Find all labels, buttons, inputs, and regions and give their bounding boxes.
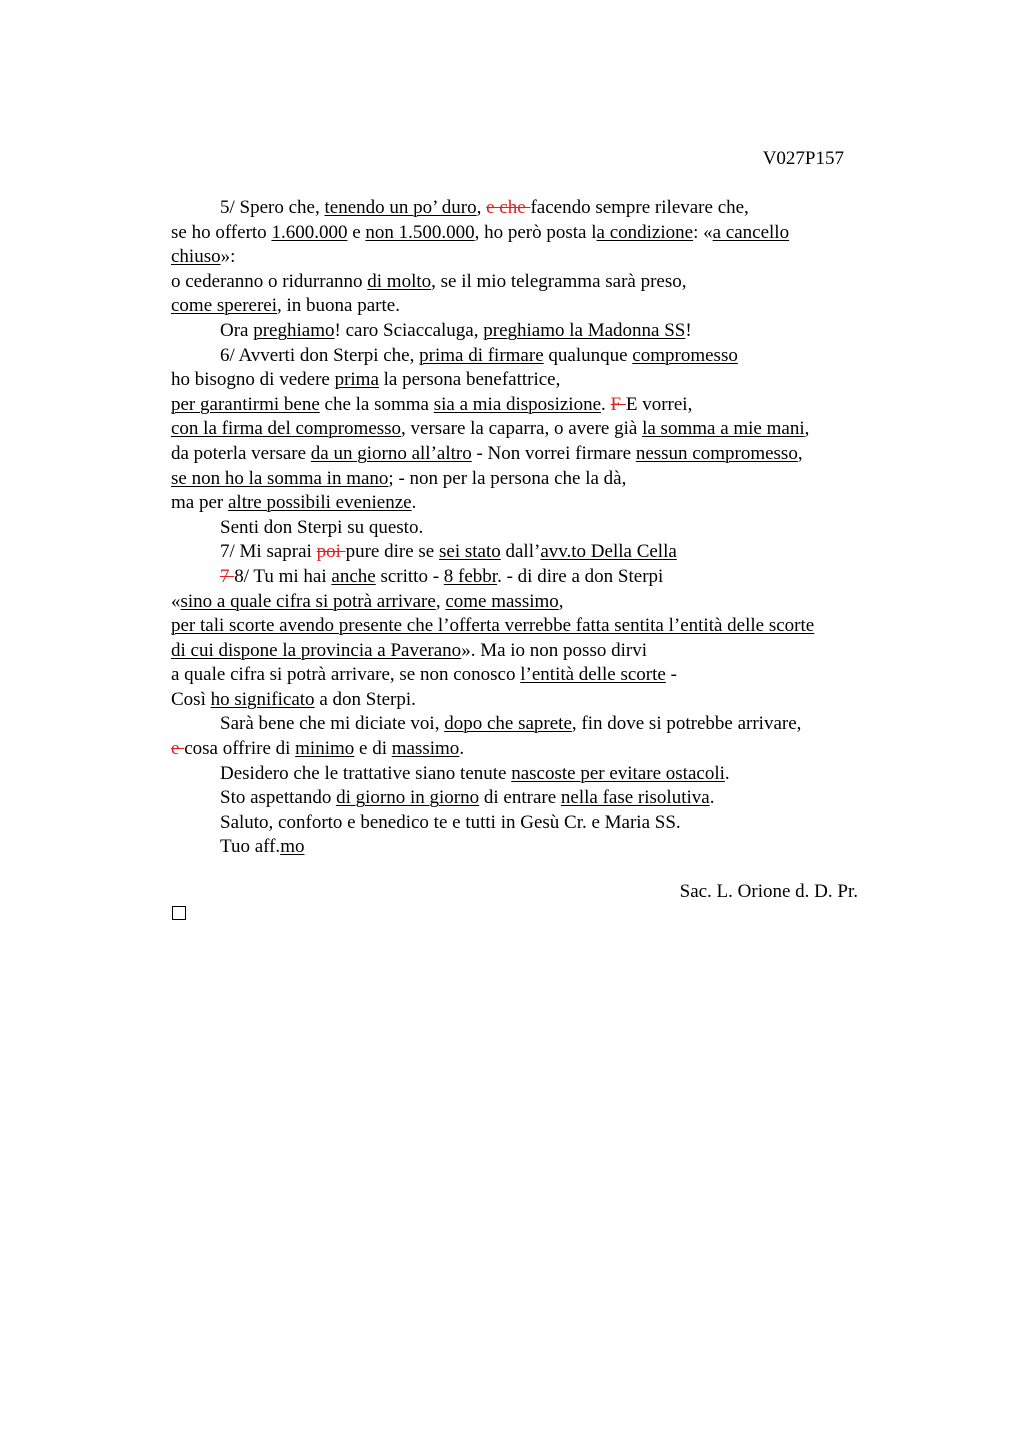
text: o cederanno o ridurranno xyxy=(171,270,368,292)
line-10 xyxy=(171,417,881,442)
underlined-text: per garantirmi bene xyxy=(171,393,320,415)
text: , in buona parte. xyxy=(277,295,400,317)
text: : « xyxy=(693,221,713,243)
letter-body xyxy=(171,196,881,860)
underlined-text: la somma a mie mani xyxy=(642,418,805,440)
text: ! xyxy=(685,319,692,341)
line-9 xyxy=(171,393,881,418)
line-4 xyxy=(171,270,881,295)
text: . xyxy=(601,393,611,415)
line-18 xyxy=(171,614,881,639)
line-26 xyxy=(171,811,881,836)
underlined-text: preghiamo la Madonna SS xyxy=(483,319,686,341)
text: Senti don Sterpi su questo. xyxy=(220,516,424,538)
underlined-text: a cancello xyxy=(712,221,790,243)
text: dall’ xyxy=(500,541,541,563)
underlined-text: sia a mia disposizione xyxy=(433,393,602,415)
text: la persona benefattrice, xyxy=(378,369,561,391)
line-24 xyxy=(171,762,881,787)
underlined-text: minimo xyxy=(295,738,355,760)
underlined-text: mo xyxy=(280,836,305,858)
line-1 xyxy=(171,196,881,221)
text: Ora xyxy=(220,319,254,341)
text: »: xyxy=(220,246,236,268)
underlined-text: a condizione xyxy=(596,221,694,243)
underlined-text: di cui dispone la provincia a Paverano xyxy=(171,639,462,661)
underlined-text: nascoste per evitare ostacoli xyxy=(511,762,725,784)
text: - Non vorrei firmare xyxy=(471,442,636,464)
underlined-text: massimo xyxy=(391,738,460,760)
text: di entrare xyxy=(479,787,561,809)
text: . xyxy=(709,787,715,809)
text: 8/ Tu mi hai xyxy=(234,565,332,587)
underlined-text: come spererei xyxy=(171,295,278,317)
signature: Sac. L. Orione d. D. Pr. xyxy=(679,881,858,902)
text: che la somma xyxy=(319,393,434,415)
line-2 xyxy=(171,221,881,246)
text: , xyxy=(558,590,564,612)
deleted-text: poi xyxy=(316,541,346,563)
end-mark-box xyxy=(172,906,186,920)
text: . xyxy=(459,738,465,760)
underlined-text: ho significato xyxy=(210,688,315,710)
line-8 xyxy=(171,368,881,393)
text: da poterla versare xyxy=(171,442,311,464)
underlined-text: da un giorno all’altro xyxy=(310,442,472,464)
deleted-text: 7 xyxy=(220,565,235,587)
text: . xyxy=(411,492,417,514)
underlined-text: con la firma del compromesso xyxy=(171,418,402,440)
line-14 xyxy=(171,516,881,541)
underlined-text: non 1.500.000 xyxy=(365,221,475,243)
underlined-text: avv.to Della Cella xyxy=(540,541,677,563)
text: se ho offerto xyxy=(171,221,272,243)
underlined-text: altre possibili evenienze xyxy=(227,492,412,514)
line-21 xyxy=(171,688,881,713)
text: a don Sterpi. xyxy=(314,688,416,710)
text: ho bisogno di vedere xyxy=(171,369,335,391)
page-id: V027P157 xyxy=(762,148,844,169)
line-5 xyxy=(171,294,881,319)
text: , xyxy=(476,197,487,218)
text: facendo sempre rilevare che, xyxy=(530,197,749,218)
line-17 xyxy=(171,590,881,615)
deleted-text: e che xyxy=(486,197,531,218)
underlined-text: nella fase risolutiva xyxy=(560,787,710,809)
underlined-text: come massimo xyxy=(445,590,559,612)
text: , versare la caparra, o avere già xyxy=(401,418,643,440)
underlined-text: preghiamo xyxy=(253,319,335,341)
underlined-text: se non ho la somma in mano xyxy=(171,467,389,489)
underlined-text: di giorno in giorno xyxy=(336,787,480,809)
line-13 xyxy=(171,491,881,516)
text: pure dire se xyxy=(345,541,439,563)
line-3 xyxy=(171,245,881,270)
text: , xyxy=(804,418,810,440)
text: 5/ Spero che, xyxy=(220,197,325,218)
line-7 xyxy=(171,344,881,369)
line-15 xyxy=(171,540,881,565)
text: 6/ Avverti don Sterpi che, xyxy=(220,344,420,366)
text: ». Ma io non posso dirvi xyxy=(461,639,647,661)
text: « xyxy=(171,590,181,612)
text: , se il mio telegramma sarà preso, xyxy=(431,270,687,292)
underlined-text: sino a quale cifra si potrà arrivare xyxy=(180,590,436,612)
text: scritto - xyxy=(375,565,444,587)
underlined-text: nessun compromesso xyxy=(635,442,798,464)
underlined-text: prima xyxy=(334,369,379,391)
underlined-text: prima di firmare xyxy=(419,344,544,366)
underlined-text: 1.600.000 xyxy=(271,221,348,243)
text: Così xyxy=(171,688,211,710)
underlined-text: 8 febbr xyxy=(443,565,498,587)
text: E vorrei, xyxy=(625,393,693,415)
line-12 xyxy=(171,467,881,492)
line-20 xyxy=(171,663,881,688)
line-19 xyxy=(171,639,881,664)
text: , xyxy=(797,442,803,464)
underlined-text: dopo che saprete xyxy=(444,713,572,735)
text: . - di dire a don Sterpi xyxy=(497,565,664,587)
underlined-text: per tali scorte avendo presente che l’offerta verrebbe fatta sentita l’entità delle scorte xyxy=(171,615,815,637)
text: ; - non per la persona che la dà, xyxy=(388,467,627,489)
underlined-text: anche xyxy=(331,565,376,587)
underlined-text: chiuso xyxy=(171,246,221,268)
deleted-text: e xyxy=(171,738,185,760)
line-11 xyxy=(171,442,881,467)
line-16 xyxy=(171,565,881,590)
text: . xyxy=(724,762,730,784)
text: Saluto, conforto e benedico te e tutti in Gesù Cr. e Maria SS. xyxy=(220,811,681,833)
text: Sto aspettando xyxy=(220,787,337,809)
underlined-text: di molto xyxy=(367,270,432,292)
line-22 xyxy=(171,712,881,737)
line-6 xyxy=(171,319,881,344)
line-25 xyxy=(171,786,881,811)
deleted-text: F xyxy=(610,393,626,415)
text: ma per xyxy=(171,492,228,514)
text: Tuo aff. xyxy=(220,836,281,858)
underlined-text: l’entità delle scorte xyxy=(520,664,666,686)
text: a quale cifra si potrà arrivare, se non conosco xyxy=(171,664,521,686)
text: e xyxy=(347,221,366,243)
text: cosa offrire di xyxy=(184,738,296,760)
text: e di xyxy=(354,738,392,760)
text: ! caro Sciaccaluga, xyxy=(334,319,484,341)
line-23 xyxy=(171,737,881,762)
text: Desidero che le trattative siano tenute xyxy=(220,762,512,784)
text: , fin dove si potrebbe arrivare, xyxy=(571,713,802,735)
underlined-text: compromesso xyxy=(632,344,738,366)
text: , xyxy=(435,590,446,612)
line-27 xyxy=(171,835,881,860)
text: - xyxy=(665,664,677,686)
underlined-text: sei stato xyxy=(439,541,501,563)
text: Sarà bene che mi diciate voi, xyxy=(220,713,445,735)
text: , ho però posta l xyxy=(474,221,597,243)
text: qualunque xyxy=(543,344,633,366)
underlined-text: tenendo un po’ duro xyxy=(324,197,477,218)
text: 7/ Mi saprai xyxy=(220,541,317,563)
